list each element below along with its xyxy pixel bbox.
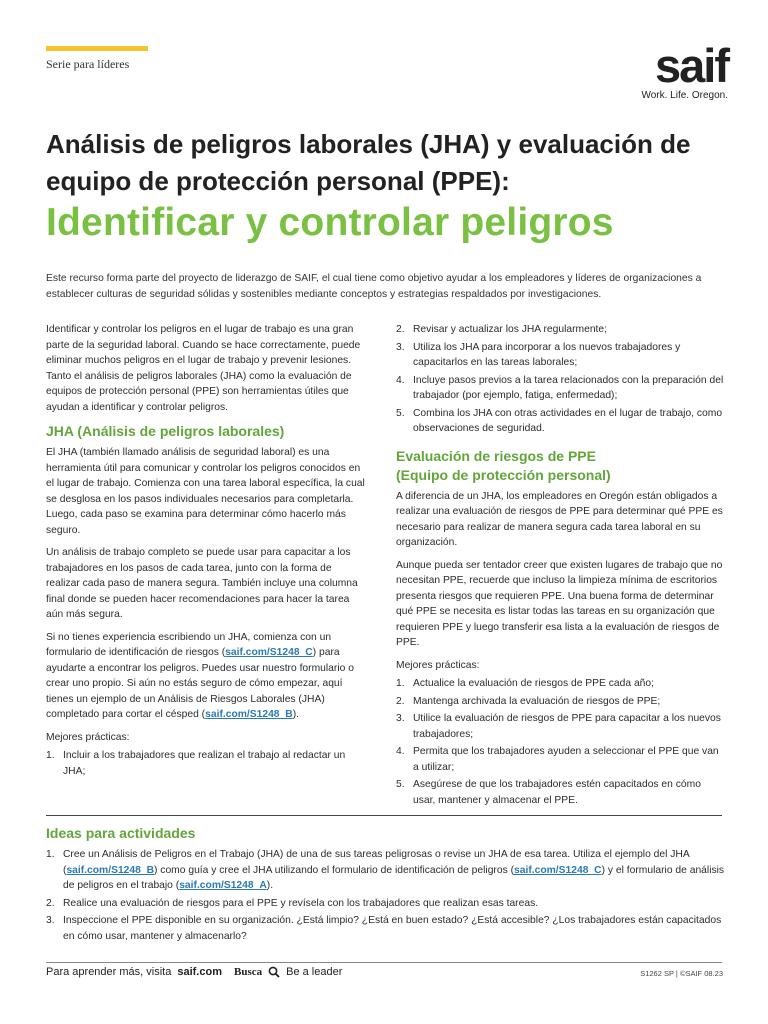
link-hazard-id-form[interactable]: saif.com/S1248_C bbox=[514, 864, 602, 876]
text-run: Si no tienes experiencia escribiendo un JHA, comienza con un formulario de identificación de riesgos ( bbox=[46, 631, 332, 658]
list-number: 4. bbox=[396, 374, 405, 386]
list-number: 3. bbox=[46, 915, 55, 926]
document-code: S1262 SP | ©SAIF 08.23 bbox=[640, 969, 723, 978]
logo-wordmark: saif bbox=[655, 39, 728, 92]
list-number: 5. bbox=[396, 779, 405, 790]
list-text: Mantenga archivada la evaluación de riesgos de PPE; bbox=[413, 695, 661, 707]
link-jha-form[interactable]: saif.com/S1248_A bbox=[179, 880, 267, 891]
list-number: 4. bbox=[396, 746, 405, 757]
footer-learn-text: Para aprender más, visita bbox=[46, 966, 172, 978]
jha-heading: JHA (Análisis de peligros laborales) bbox=[46, 423, 285, 439]
best-practices-label: Mejores prácticas: bbox=[396, 659, 480, 671]
jha-paragraph-3 bbox=[46, 630, 368, 723]
list-text: Revisar y actualizar los JHA regularmente; bbox=[413, 324, 608, 335]
left-column bbox=[46, 322, 368, 785]
list-number: 2. bbox=[46, 897, 55, 909]
list-number: 2. bbox=[396, 695, 405, 707]
list-item bbox=[396, 373, 726, 404]
jha-practices-list bbox=[46, 748, 368, 779]
list-text: Inspeccione el PPE disponible en su organización. ¿Está limpio? ¿Está en buen estado? ¿Está accesible? ¿Los trabajadores están capacitados en cómo usar, mantener y almacenarlo? bbox=[63, 915, 722, 942]
accent-bar bbox=[46, 46, 148, 51]
list-item bbox=[396, 711, 726, 742]
text-run: ) para ayudarte a encontrar los peligros. Puedes usar nuestro formulario o crear uno propio. Si aún no estás seguro de cómo empezar, aquí tienes un ejemplo de un Análisis de Riesgos Laborales (JHA) completado para cortar el césped ( bbox=[46, 647, 354, 720]
list-text: Combina los JHA con otras actividades en el lugar de trabajo, como observaciones de seguridad. bbox=[413, 407, 723, 434]
list-number: 3. bbox=[396, 713, 405, 724]
text-run: ). bbox=[292, 709, 299, 720]
link-hazard-id-form[interactable]: saif.com/S1248_C bbox=[225, 647, 313, 658]
section-divider bbox=[46, 815, 722, 816]
ppe-heading bbox=[396, 447, 726, 485]
list-number: 5. bbox=[396, 407, 405, 419]
list-item bbox=[46, 748, 368, 779]
list-item bbox=[396, 340, 726, 371]
list-text: Incluir a los trabajadores que realizan el trabajo al redactar un JHA; bbox=[63, 750, 346, 777]
list-item bbox=[46, 896, 726, 912]
jha-paragraph-1: El JHA (también llamado análisis de seguridad laboral) es una herramienta útil para comunicar y controlar los peligros conocidos en el lugar de trabajo. Comienza con una tarea laboral específica, la cual se desglosa en los pasos individuales necesarios para completarla. Luego, cada paso se examina para determinar cómo hacerlo más seguro. bbox=[46, 447, 365, 536]
saif-logo[interactable] bbox=[612, 39, 728, 101]
magnifier-icon bbox=[268, 966, 280, 978]
intro-body: Identificar y controlar los peligros en el lugar de trabajo es una gran parte de la seguridad laboral. Cuando se hace correctamente, puede eliminar muchos peligros en el lugar de trabajo y prevenir lesiones. Tanto el análisis de peligros laborales (JHA) como la evaluación de equipos de protección personal (PPE) son herramientas útiles que ayudan a identificar y controlar peligros. bbox=[46, 324, 361, 413]
list-item bbox=[396, 322, 726, 338]
list-text: Utiliza los JHA para incorporar a los nuevos trabajadores y capacitarlos en las tareas laborales; bbox=[413, 341, 681, 368]
page-title: Análisis de peligros laborales (JHA) y evaluación de equipo de protección personal (PPE): bbox=[46, 129, 691, 196]
ppe-practices-list bbox=[396, 676, 726, 808]
footer-divider bbox=[46, 962, 722, 963]
list-item bbox=[396, 406, 726, 437]
list-item bbox=[46, 913, 726, 944]
intro-paragraph: Este recurso forma parte del proyecto de liderazgo de SAIF, el cual tiene como objetivo ayudar a los empleadores y líderes de organizaciones a establecer culturas de seguridad sólidas y sostenibles mediante conceptos y estrategias respaldados por investigaciones. bbox=[46, 273, 702, 300]
ppe-paragraph-2: Aunque pueda ser tentador creer que existen lugares de trabajo que no necesitan PPE, recuerde que incluso la limpieza mínima de escritorios presenta riesgos que requieren PPE. Una buena forma de determinar qué PPE se necesita es listar todas las tareas en su organización que requieren PPE y luego transferir esa lista a la evaluación de riesgos de PPE. bbox=[396, 559, 723, 648]
list-text: Actualice la evaluación de riesgos de PPE cada año; bbox=[413, 678, 654, 689]
jha-practices-list-continued bbox=[396, 322, 726, 437]
footer-site-link[interactable]: saif.com bbox=[177, 966, 222, 978]
list-text: Utilice la evaluación de riesgos de PPE para capacitar a los nuevos trabajadores; bbox=[413, 713, 721, 740]
page-subtitle: Identificar y controlar peligros bbox=[46, 201, 614, 244]
link-jha-example[interactable]: saif.com/S1248_B bbox=[66, 864, 155, 876]
right-column bbox=[396, 322, 726, 814]
ideas-heading: Ideas para actividades bbox=[46, 825, 196, 841]
list-number: 1. bbox=[46, 849, 55, 860]
text-run: ) como guía y cree el JHA utilizando el formulario de identificación de peligros ( bbox=[154, 864, 515, 876]
link-jha-example[interactable]: saif.com/S1248_B bbox=[205, 709, 293, 720]
ppe-heading-line1: Evaluación de riesgos de PPE bbox=[396, 447, 596, 464]
ppe-heading-line2: (Equipo de protección personal) bbox=[396, 466, 611, 483]
list-item bbox=[396, 777, 726, 808]
list-item bbox=[396, 744, 726, 775]
list-text: Realice una evaluación de riesgos para el PPE y revísela con los trabajadores que realizan esas tareas. bbox=[63, 897, 539, 909]
list-item bbox=[46, 847, 726, 894]
list-text: Permita que los trabajadores ayuden a seleccionar el PPE que van a utilizar; bbox=[413, 746, 719, 773]
activity-ideas bbox=[46, 824, 726, 950]
text-run: ). bbox=[266, 880, 274, 891]
footer-busca: Busca bbox=[233, 966, 263, 978]
logo-tagline: Work. Life. Oregon. bbox=[641, 90, 728, 101]
ppe-paragraph-1: A diferencia de un JHA, los empleadores en Oregón están obligados a realizar una evaluación de riesgos de PPE para determinar qué PPE es necesario para realizar de manera segura cada tarea laboral en su organización. bbox=[396, 490, 723, 548]
text-run: ) y el formulario de análisis de peligros en el trabajo ( bbox=[63, 864, 725, 891]
list-number: 1. bbox=[46, 750, 55, 761]
list-item bbox=[396, 694, 726, 710]
footer bbox=[46, 966, 342, 978]
footer-search-term: Be a leader bbox=[286, 966, 343, 978]
series-label: Serie para líderes bbox=[46, 57, 130, 71]
list-item bbox=[396, 676, 726, 692]
list-text: Asegúrese de que los trabajadores estén capacitados en cómo usar, mantener y almacenar el PPE. bbox=[413, 779, 701, 806]
list-number: 2. bbox=[396, 324, 405, 335]
text-run: Cree un Análisis de Peligros en el Trabajo (JHA) de una de sus tareas peligrosas o revise un JHA de esa tarea. Utiliza el ejemplo del JHA ( bbox=[63, 849, 690, 876]
best-practices-label: Mejores prácticas: bbox=[46, 731, 130, 743]
jha-paragraph-2: Un análisis de trabajo completo se puede usar para capacitar a los trabajadores en los pasos de cada tarea, junto con la forma de realizar cada paso de manera segura. También incluye una columna final donde se pueden hacer recomendaciones para hacer la tarea aún más segura. bbox=[46, 547, 358, 620]
list-number: 1. bbox=[396, 678, 405, 689]
ideas-list bbox=[46, 847, 726, 944]
list-text: Incluye pasos previos a la tarea relacionados con la preparación del trabajador (por ejemplo, fatiga, enfermedad); bbox=[413, 374, 724, 401]
list-number: 3. bbox=[396, 341, 405, 353]
